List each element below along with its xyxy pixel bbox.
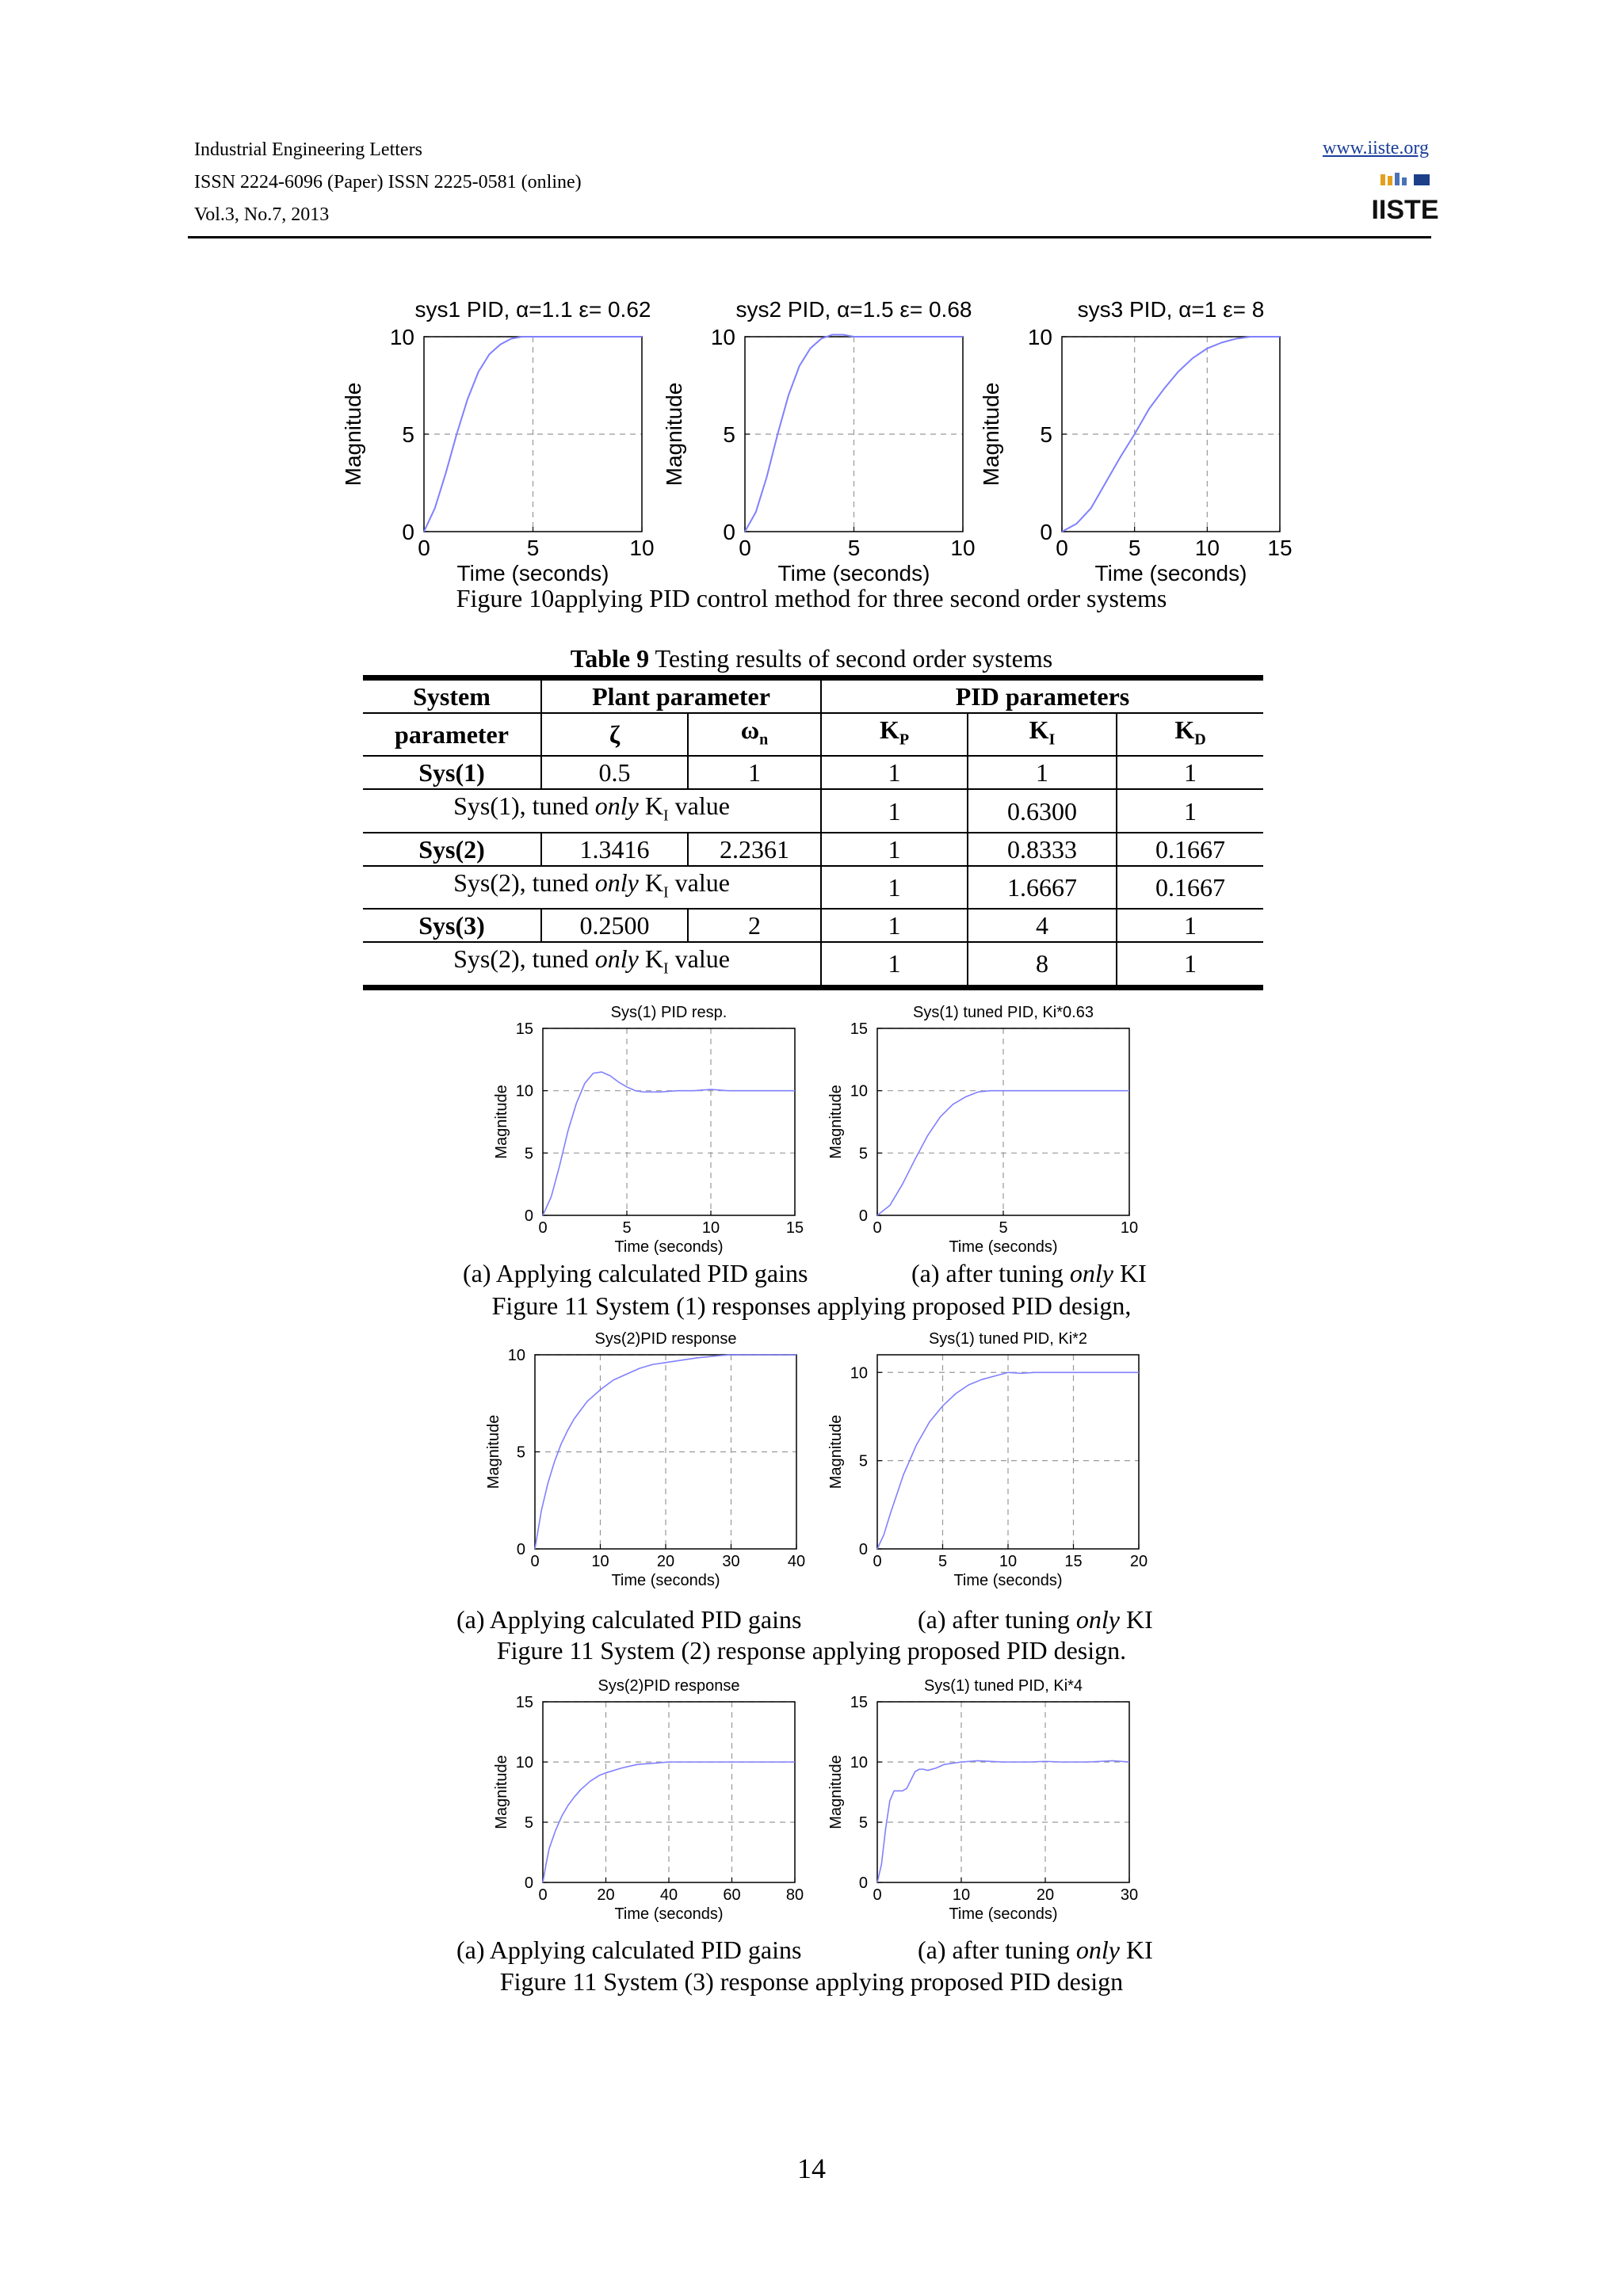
figure11-sys3-caption: Figure 11 System (3) response applying proposed PID design xyxy=(499,1967,1124,1996)
subcaption-left: (a) Applying calculated PID gains xyxy=(456,1605,802,1634)
x-tick-label: 10 xyxy=(999,1553,1018,1570)
response-curve xyxy=(543,1072,795,1215)
x-tick-label: 10 xyxy=(701,1219,720,1237)
subcaption-left: (a) Applying calculated PID gains xyxy=(463,1259,808,1287)
table-row: Sys(1), tuned only $K_I$ value 1 0.6300 1 xyxy=(363,789,1263,832)
y-tick-label: 10 xyxy=(1027,324,1052,349)
y-tick-label: 5 xyxy=(858,1145,868,1163)
x-tick-label: 15 xyxy=(1267,536,1293,560)
header-rule xyxy=(188,236,1431,238)
x-tick-label: 0 xyxy=(739,536,751,560)
fig11-sys3-calculated-plot xyxy=(483,1667,816,1936)
y-tick-label: 10 xyxy=(850,1082,868,1100)
y-tick-label: 0 xyxy=(858,1207,868,1225)
chart-title: sys2 PID, α=1.5 ε= 0.68 xyxy=(735,297,972,322)
x-tick-label: 30 xyxy=(722,1553,740,1570)
y-tick-label: 15 xyxy=(515,1020,533,1038)
y-tick-label: 5 xyxy=(524,1814,533,1832)
table-header-row: System Plant parameter PID parameters xyxy=(363,678,1263,714)
x-tick-label: 0 xyxy=(873,1553,882,1570)
y-tick-label: 0 xyxy=(858,1875,868,1892)
y-axis-label: Magnitude xyxy=(341,382,365,486)
x-axis-label: Time (seconds) xyxy=(949,1238,1058,1256)
x-tick-label: 10 xyxy=(1120,1219,1139,1237)
x-tick-label: 0 xyxy=(1056,536,1068,560)
x-tick-label: 60 xyxy=(723,1886,741,1904)
x-tick-label: 15 xyxy=(1064,1553,1083,1570)
x-tick-label: 15 xyxy=(785,1219,804,1237)
x-tick-label: 5 xyxy=(938,1553,948,1570)
fig10-plot-sys1 xyxy=(337,277,678,586)
y-tick-label: 5 xyxy=(516,1444,525,1462)
x-axis-label: Time (seconds) xyxy=(614,1238,724,1256)
table9-title: Table 9 Testing results of second order systems xyxy=(570,644,1053,673)
y-tick-label: 0 xyxy=(858,1541,868,1558)
y-tick-label: 0 xyxy=(524,1207,533,1225)
x-tick-label: 0 xyxy=(530,1553,540,1570)
y-axis-label: Magnitude xyxy=(493,1085,510,1159)
y-tick-label: 0 xyxy=(1040,519,1052,544)
table-row: Sys(2) 1.3416 2.2361 1 0.8333 0.1667 xyxy=(363,833,1263,866)
figure11-sys1-caption: Figure 11 System (1) responses applying proposed PID design, xyxy=(491,1291,1132,1320)
y-tick-label: 10 xyxy=(710,324,735,349)
table-row: Sys(1) 0.5 1 1 1 1 xyxy=(363,756,1263,789)
response-curve xyxy=(877,1760,1129,1882)
x-tick-label: 20 xyxy=(1129,1553,1148,1570)
chart-title: sys1 PID, α=1.1 ε= 0.62 xyxy=(414,297,651,322)
fig10-plot-sys2 xyxy=(658,277,999,586)
x-tick-label: 80 xyxy=(785,1886,804,1904)
fig11-sys2-tuned-plot xyxy=(818,1322,1159,1599)
table-header-row: parameter ζ $\omega_n$ $K_P$ $K_I$ $K_D$ xyxy=(363,713,1263,756)
figure11-sys2-caption: Figure 11 System (2) response applying proposed PID design. xyxy=(496,1636,1127,1665)
x-tick-label: 0 xyxy=(538,1219,548,1237)
x-tick-label: 10 xyxy=(629,536,655,560)
y-tick-label: 5 xyxy=(1040,421,1052,447)
figure10-caption: Figure 10applying PID control method for three second order systems xyxy=(456,584,1167,612)
chart-title: sys3 PID, α=1 ε= 8 xyxy=(1077,297,1265,322)
subcaption-right: (a) after tuning only KI xyxy=(918,1936,1153,1964)
iiste-logo xyxy=(1371,170,1439,225)
issn-line: ISSN 2224-6096 (Paper) ISSN 2225-0581 (online) xyxy=(194,172,582,193)
x-tick-label: 10 xyxy=(591,1553,609,1570)
x-tick-label: 0 xyxy=(418,536,430,560)
x-tick-label: 40 xyxy=(787,1553,806,1570)
y-tick-label: 10 xyxy=(850,1754,868,1772)
y-axis-label: Magnitude xyxy=(827,1085,845,1159)
x-tick-label: 5 xyxy=(999,1219,1008,1237)
x-axis-label: Time (seconds) xyxy=(953,1572,1063,1589)
chart-title: Sys(1) tuned PID, Ki*2 xyxy=(928,1330,1088,1348)
y-axis-label: Magnitude xyxy=(979,382,1003,486)
fig10-plot-sys3 xyxy=(975,277,1300,586)
y-tick-label: 15 xyxy=(850,1694,868,1711)
y-tick-label: 5 xyxy=(858,1814,868,1832)
subcaption-left: (a) Applying calculated PID gains xyxy=(456,1936,802,1964)
y-axis-label: Magnitude xyxy=(827,1755,845,1829)
chart-title: Sys(1) tuned PID, Ki*0.63 xyxy=(913,1004,1094,1021)
y-tick-label: 5 xyxy=(402,421,414,447)
x-tick-label: 20 xyxy=(1036,1886,1055,1904)
x-tick-label: 20 xyxy=(597,1886,615,1904)
y-tick-label: 10 xyxy=(850,1364,868,1383)
chart-title: Sys(1) tuned PID, Ki*4 xyxy=(923,1677,1083,1695)
y-tick-label: 5 xyxy=(524,1145,533,1163)
x-axis-label: Time (seconds) xyxy=(611,1572,720,1589)
x-axis-label: Time (seconds) xyxy=(614,1905,724,1923)
x-tick-label: 10 xyxy=(950,536,976,560)
y-tick-label: 15 xyxy=(850,1020,868,1038)
fig11-sys1-tuned-plot xyxy=(818,990,1151,1264)
y-tick-label: 10 xyxy=(515,1082,533,1100)
journal-url-link[interactable]: www.iiste.org xyxy=(1323,138,1429,158)
x-tick-label: 0 xyxy=(873,1219,882,1237)
y-tick-label: 10 xyxy=(507,1347,525,1364)
table-row: Sys(2), tuned only $K_I$ value 1 8 1 xyxy=(363,942,1263,987)
chart-title: Sys(1) PID resp. xyxy=(610,1004,727,1021)
chart-title: Sys(2)PID response xyxy=(594,1330,737,1348)
x-tick-label: 10 xyxy=(952,1886,971,1904)
y-tick-label: 5 xyxy=(723,421,735,447)
x-tick-label: 30 xyxy=(1120,1886,1139,1904)
x-axis-label: Time (seconds) xyxy=(456,561,609,585)
x-axis-label: Time (seconds) xyxy=(949,1905,1058,1923)
fig11-sys3-tuned-plot xyxy=(818,1667,1159,1936)
page-number: 14 xyxy=(797,2153,826,2184)
x-axis-label: Time (seconds) xyxy=(777,561,930,585)
x-tick-label: 20 xyxy=(656,1553,675,1570)
y-tick-label: 0 xyxy=(402,519,414,544)
y-axis-label: Magnitude xyxy=(493,1755,510,1829)
y-tick-label: 5 xyxy=(858,1452,868,1470)
logo-lettering: IISTE xyxy=(1371,195,1439,225)
plot-frame xyxy=(543,1028,795,1215)
journal-name: Industrial Engineering Letters xyxy=(194,139,422,160)
y-tick-label: 0 xyxy=(723,519,735,544)
y-tick-label: 0 xyxy=(516,1541,525,1558)
plot-frame xyxy=(543,1702,795,1882)
x-tick-label: 5 xyxy=(526,536,540,560)
plot-frame xyxy=(877,1702,1129,1882)
y-tick-label: 15 xyxy=(515,1694,533,1711)
fig11-sys2-calculated-plot xyxy=(475,1322,816,1599)
y-tick-label: 0 xyxy=(524,1875,533,1892)
table-row: Sys(3) 0.2500 2 1 4 1 xyxy=(363,909,1263,942)
y-axis-label: Magnitude xyxy=(662,382,686,486)
y-axis-label: Magnitude xyxy=(485,1414,502,1489)
chart-title: Sys(2)PID response xyxy=(598,1677,740,1695)
y-tick-label: 10 xyxy=(389,324,414,349)
x-tick-label: 40 xyxy=(659,1886,678,1904)
x-tick-label: 0 xyxy=(538,1886,548,1904)
table-row: Sys(2), tuned only $K_I$ value 1 1.6667 0.1667 xyxy=(363,866,1263,909)
x-tick-label: 0 xyxy=(873,1886,882,1904)
x-tick-label: 5 xyxy=(847,536,861,560)
y-tick-label: 10 xyxy=(515,1754,533,1772)
table9 xyxy=(363,675,1263,990)
x-axis-label: Time (seconds) xyxy=(1094,561,1247,585)
y-axis-label: Magnitude xyxy=(827,1414,845,1489)
x-tick-label: 10 xyxy=(1194,536,1220,560)
x-tick-label: 5 xyxy=(1128,536,1141,560)
subcaption-right: (a) after tuning only KI xyxy=(911,1259,1147,1287)
subcaption-right: (a) after tuning only KI xyxy=(918,1605,1153,1634)
volume-line: Vol.3, No.7, 2013 xyxy=(194,204,330,225)
x-tick-label: 5 xyxy=(622,1219,632,1237)
fig11-sys1-calculated-plot xyxy=(483,990,816,1264)
